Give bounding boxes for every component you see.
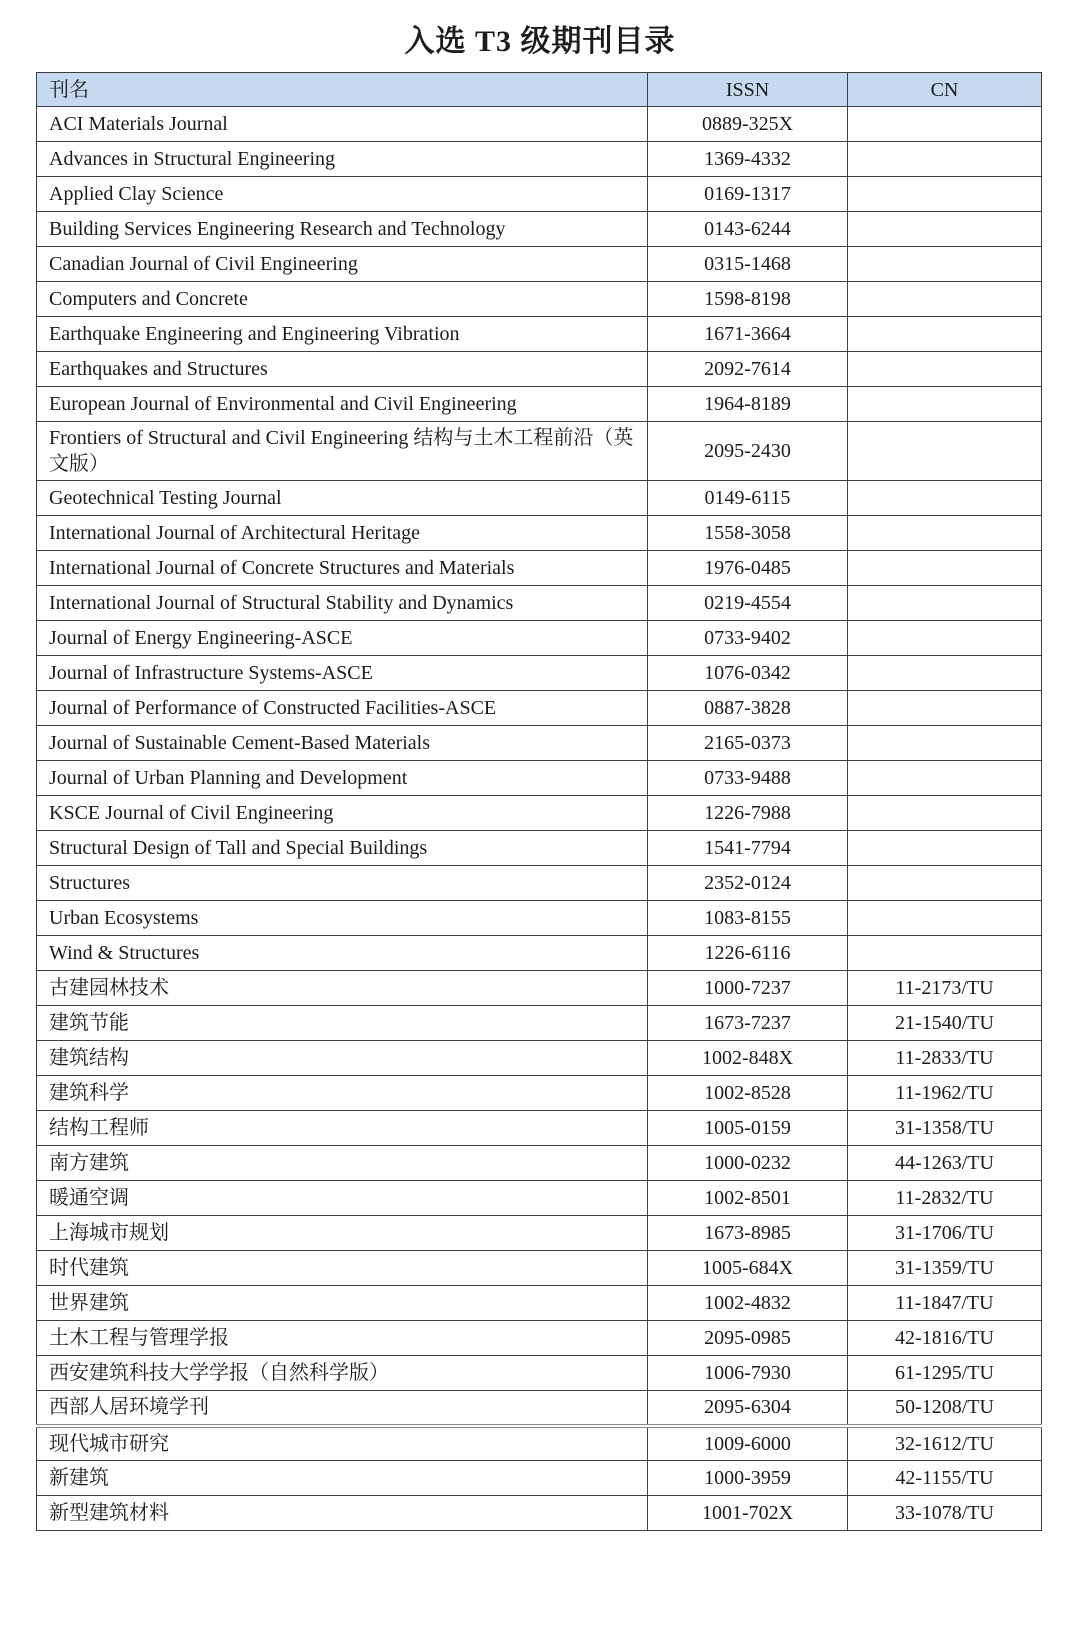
journal-name-cell: Wind & Structures — [37, 936, 648, 971]
cn-cell: 31-1358/TU — [848, 1111, 1042, 1146]
issn-cell: 1671-3664 — [648, 317, 848, 352]
cn-cell — [848, 831, 1042, 866]
issn-cell: 0733-9488 — [648, 761, 848, 796]
table-row — [37, 1041, 1042, 1076]
table-row — [37, 1496, 1042, 1531]
table-header — [37, 73, 1042, 107]
table-row — [37, 761, 1042, 796]
journal-name-cell: Journal of Energy Engineering-ASCE — [37, 621, 648, 656]
journal-name-cell: 暖通空调 — [37, 1181, 648, 1216]
cn-cell — [848, 936, 1042, 971]
cn-cell — [848, 551, 1042, 586]
cn-cell — [848, 247, 1042, 282]
issn-cell: 2092-7614 — [648, 352, 848, 387]
cn-cell — [848, 387, 1042, 422]
issn-cell: 2165-0373 — [648, 726, 848, 761]
journal-name-cell: 西安建筑科技大学学报（自然科学版） — [37, 1356, 648, 1391]
issn-cell: 1598-8198 — [648, 282, 848, 317]
table-row — [37, 282, 1042, 317]
cn-cell — [848, 796, 1042, 831]
issn-cell: 1541-7794 — [648, 831, 848, 866]
table-row — [37, 1111, 1042, 1146]
journal-name-cell: Structural Design of Tall and Special Buildings — [37, 831, 648, 866]
journal-name-cell: 建筑结构 — [37, 1041, 648, 1076]
cn-cell: 42-1155/TU — [848, 1461, 1042, 1496]
journal-table — [36, 72, 1042, 1531]
issn-cell: 1002-8501 — [648, 1181, 848, 1216]
issn-cell: 1083-8155 — [648, 901, 848, 936]
cn-cell: 11-2173/TU — [848, 971, 1042, 1006]
issn-cell: 1964-8189 — [648, 387, 848, 422]
journal-name-cell: 世界建筑 — [37, 1286, 648, 1321]
journal-name-cell: Building Services Engineering Research and Technology — [37, 212, 648, 247]
journal-name-cell: International Journal of Concrete Structures and Materials — [37, 551, 648, 586]
cn-cell — [848, 516, 1042, 551]
table-row — [37, 107, 1042, 142]
journal-name-cell: Advances in Structural Engineering — [37, 142, 648, 177]
cn-cell: 11-1962/TU — [848, 1076, 1042, 1111]
table-row — [37, 1076, 1042, 1111]
cn-cell — [848, 621, 1042, 656]
issn-cell: 0315-1468 — [648, 247, 848, 282]
issn-cell: 1001-702X — [648, 1496, 848, 1531]
journal-name-cell: Frontiers of Structural and Civil Engineering 结构与土木工程前沿（英文版） — [37, 422, 648, 481]
table-row — [37, 212, 1042, 247]
cn-cell — [848, 656, 1042, 691]
cn-cell — [848, 761, 1042, 796]
journal-name-cell: International Journal of Architectural Heritage — [37, 516, 648, 551]
issn-cell: 1369-4332 — [648, 142, 848, 177]
table-row — [37, 247, 1042, 282]
journal-name-cell: Earthquake Engineering and Engineering Vibration — [37, 317, 648, 352]
column-header-journal-name: 刊名 — [37, 73, 648, 107]
cn-cell — [848, 422, 1042, 481]
journal-name-cell: 西部人居环境学刊 — [37, 1391, 648, 1426]
column-header-cn: CN — [848, 73, 1042, 107]
issn-cell: 1002-848X — [648, 1041, 848, 1076]
issn-cell: 2095-0985 — [648, 1321, 848, 1356]
cn-cell: 11-2832/TU — [848, 1181, 1042, 1216]
issn-cell: 1673-7237 — [648, 1006, 848, 1041]
table-row — [37, 586, 1042, 621]
issn-cell: 1076-0342 — [648, 656, 848, 691]
journal-name-cell: International Journal of Structural Stability and Dynamics — [37, 586, 648, 621]
issn-cell: 1005-0159 — [648, 1111, 848, 1146]
cn-cell — [848, 866, 1042, 901]
column-header-issn: ISSN — [648, 73, 848, 107]
journal-name-cell: 南方建筑 — [37, 1146, 648, 1181]
journal-name-cell: 建筑科学 — [37, 1076, 648, 1111]
issn-cell: 0149-6115 — [648, 481, 848, 516]
journal-name-cell: Journal of Performance of Constructed Facilities-ASCE — [37, 691, 648, 726]
journal-name-cell: 新型建筑材料 — [37, 1496, 648, 1531]
table-row — [37, 422, 1042, 481]
issn-cell: 0889-325X — [648, 107, 848, 142]
table-row — [37, 142, 1042, 177]
issn-cell: 1006-7930 — [648, 1356, 848, 1391]
journal-name-cell: Structures — [37, 866, 648, 901]
cn-cell — [848, 726, 1042, 761]
page-title: 入选 T3 级期刊目录 — [404, 25, 676, 58]
journal-name-cell: 结构工程师 — [37, 1111, 648, 1146]
issn-cell: 1000-3959 — [648, 1461, 848, 1496]
cn-cell — [848, 212, 1042, 247]
journal-name-cell: 上海城市规划 — [37, 1216, 648, 1251]
journal-name-cell: Urban Ecosystems — [37, 901, 648, 936]
cn-cell — [848, 352, 1042, 387]
journal-name-cell: Journal of Sustainable Cement-Based Materials — [37, 726, 648, 761]
issn-cell: 2095-6304 — [648, 1391, 848, 1426]
table-row — [37, 1391, 1042, 1426]
journal-name-cell: Journal of Infrastructure Systems-ASCE — [37, 656, 648, 691]
issn-cell: 1673-8985 — [648, 1216, 848, 1251]
issn-cell: 1009-6000 — [648, 1426, 848, 1461]
issn-cell: 1000-0232 — [648, 1146, 848, 1181]
table-row — [37, 1251, 1042, 1286]
issn-cell: 1976-0485 — [648, 551, 848, 586]
cn-cell: 31-1359/TU — [848, 1251, 1042, 1286]
issn-cell: 0169-1317 — [648, 177, 848, 212]
table-body — [37, 107, 1042, 1531]
table-row — [37, 831, 1042, 866]
cn-cell: 11-2833/TU — [848, 1041, 1042, 1076]
journal-name-cell: 建筑节能 — [37, 1006, 648, 1041]
table-row — [37, 1216, 1042, 1251]
journal-name-cell: 现代城市研究 — [37, 1426, 648, 1461]
table-row — [37, 726, 1042, 761]
issn-cell: 1226-6116 — [648, 936, 848, 971]
journal-name-cell: 土木工程与管理学报 — [37, 1321, 648, 1356]
issn-cell: 1002-4832 — [648, 1286, 848, 1321]
table-row — [37, 551, 1042, 586]
journal-name-cell: 时代建筑 — [37, 1251, 648, 1286]
issn-cell: 0887-3828 — [648, 691, 848, 726]
journal-name-cell: Canadian Journal of Civil Engineering — [37, 247, 648, 282]
table-row — [37, 1426, 1042, 1461]
table-row — [37, 796, 1042, 831]
journal-name-cell: ACI Materials Journal — [37, 107, 648, 142]
table-row — [37, 656, 1042, 691]
journal-name-cell: KSCE Journal of Civil Engineering — [37, 796, 648, 831]
journal-name-cell: Computers and Concrete — [37, 282, 648, 317]
issn-cell: 0733-9402 — [648, 621, 848, 656]
table-row — [37, 481, 1042, 516]
cn-cell: 42-1816/TU — [848, 1321, 1042, 1356]
issn-cell: 1005-684X — [648, 1251, 848, 1286]
issn-cell: 0219-4554 — [648, 586, 848, 621]
cn-cell — [848, 142, 1042, 177]
cn-cell — [848, 901, 1042, 936]
issn-cell: 0143-6244 — [648, 212, 848, 247]
journal-name-cell: Geotechnical Testing Journal — [37, 481, 648, 516]
cn-cell — [848, 177, 1042, 212]
issn-cell: 2095-2430 — [648, 422, 848, 481]
cn-cell — [848, 586, 1042, 621]
table-row — [37, 317, 1042, 352]
header-row — [37, 73, 1042, 107]
journal-name-cell: European Journal of Environmental and Civil Engineering — [37, 387, 648, 422]
table-row — [37, 901, 1042, 936]
table-row — [37, 1286, 1042, 1321]
table-row — [37, 387, 1042, 422]
table-row — [37, 1461, 1042, 1496]
cn-cell: 44-1263/TU — [848, 1146, 1042, 1181]
table-row — [37, 1181, 1042, 1216]
cn-cell: 61-1295/TU — [848, 1356, 1042, 1391]
table-row — [37, 1006, 1042, 1041]
table-row — [37, 866, 1042, 901]
table-row — [37, 936, 1042, 971]
issn-cell: 1002-8528 — [648, 1076, 848, 1111]
issn-cell: 2352-0124 — [648, 866, 848, 901]
cn-cell: 33-1078/TU — [848, 1496, 1042, 1531]
cn-cell — [848, 317, 1042, 352]
cn-cell — [848, 481, 1042, 516]
table-row — [37, 516, 1042, 551]
table-row — [37, 1146, 1042, 1181]
table-row — [37, 1356, 1042, 1391]
cn-cell — [848, 691, 1042, 726]
journal-name-cell: 古建园林技术 — [37, 971, 648, 1006]
cn-cell: 32-1612/TU — [848, 1426, 1042, 1461]
cn-cell: 21-1540/TU — [848, 1006, 1042, 1041]
cn-cell — [848, 282, 1042, 317]
cn-cell: 11-1847/TU — [848, 1286, 1042, 1321]
journal-name-cell: Earthquakes and Structures — [37, 352, 648, 387]
cn-cell — [848, 107, 1042, 142]
journal-name-cell: 新建筑 — [37, 1461, 648, 1496]
table-row — [37, 352, 1042, 387]
table-row — [37, 621, 1042, 656]
journal-name-cell: Journal of Urban Planning and Development — [37, 761, 648, 796]
issn-cell: 1000-7237 — [648, 971, 848, 1006]
table-row — [37, 971, 1042, 1006]
cn-cell: 31-1706/TU — [848, 1216, 1042, 1251]
issn-cell: 1558-3058 — [648, 516, 848, 551]
table-row — [37, 1321, 1042, 1356]
journal-name-cell: Applied Clay Science — [37, 177, 648, 212]
table-row — [37, 691, 1042, 726]
table-row — [37, 177, 1042, 212]
cn-cell: 50-1208/TU — [848, 1391, 1042, 1426]
issn-cell: 1226-7988 — [648, 796, 848, 831]
